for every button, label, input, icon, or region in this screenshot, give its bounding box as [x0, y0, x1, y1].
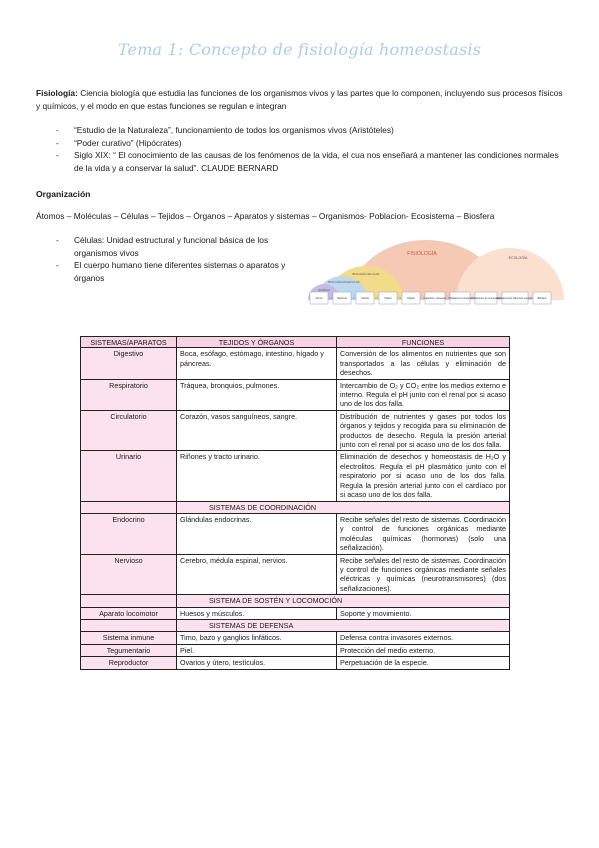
table-row	[81, 451, 510, 501]
table-row	[81, 379, 510, 410]
definition-term: Fisiología:	[36, 88, 78, 98]
section-spacer	[81, 501, 177, 513]
ecologia-label: ECOLOGÍA	[508, 256, 528, 260]
section-spacer	[81, 619, 177, 631]
definition-paragraph	[36, 87, 566, 112]
system-name: Tegumentario	[81, 644, 177, 656]
system-function: Distribución de nutrientes y gases por todos los órganos y tejidos y recogida para su eliminación de productos de desecho. Regula la presión arterial junto con el renal por si acaso uno de los dos falla.	[337, 410, 510, 451]
level-box-label: Poblaciones de una especie	[471, 297, 501, 300]
biocelular-label: BIOLOGÍA CELULAR	[352, 272, 380, 276]
system-organs: Boca, esófago, estómago, intestino, hígado y páncreas.	[177, 348, 337, 379]
biomolecular-label: BIOLOGÍA MOLECULAR	[328, 280, 360, 284]
organization-heading: Organización	[36, 189, 91, 199]
system-organs: Riñones y tracto urinario.	[177, 451, 337, 501]
system-name: Circulatorio	[81, 410, 177, 451]
header-functions: FUNCIONES	[337, 337, 510, 348]
section-row	[81, 595, 510, 607]
history-item: - “Estudio de la Naturaleza”, funcionamiento de todos los organismos vivos (Aristóteles)	[56, 124, 561, 137]
system-function: Protección del medio externo.	[337, 644, 510, 656]
system-function: Recibe señales del resto de sistemas. Coordinación y control de funciones orgánicas mediante moléculas químicas (hormonas) (solo una señalización).	[337, 513, 510, 554]
systems-table	[80, 336, 510, 670]
system-organs: Glándulas endocrinas.	[177, 513, 337, 554]
system-function: Soporte y movimiento.	[337, 607, 510, 619]
section-defense: SISTEMAS DE DEFENSA	[177, 619, 510, 631]
system-organs: Cerebro, médula espinal, nervios.	[177, 554, 337, 595]
history-item: - “Poder curativo” (Hipócrates)	[56, 137, 561, 150]
system-organs: Piel.	[177, 644, 337, 656]
table-row	[81, 607, 510, 619]
system-organs: Ovarios y útero, testículos.	[177, 657, 337, 669]
fisiologia-label: FISIOLOGÍA	[407, 251, 437, 257]
system-name: Aparato locomotor	[81, 607, 177, 619]
level-box-label: Células	[361, 297, 369, 300]
system-name: Reproductor	[81, 657, 177, 669]
history-item: - Siglo XIX: “ El conocimiento de las causas de los fenómenos de la vida, el cua nos enseñará a mantener las condiciones normales de la vida y a conservar la salud”. CLAUDE BERNARD	[56, 149, 561, 174]
section-spacer	[81, 595, 177, 607]
diagram-boxes	[310, 292, 551, 304]
system-name: Nervioso	[81, 554, 177, 595]
table-row	[81, 644, 510, 656]
table-row	[81, 513, 510, 554]
quimica-label: QUÍMICA	[318, 288, 330, 292]
organization-chain: Átomos – Moléculas – Células – Tejidos – Órganos – Aparatos y sistemas – Organismos- Poblacion- Ecosistema – Biosfera	[36, 211, 495, 221]
table-row	[81, 348, 510, 379]
system-function: Eliminación de desechos y homeostasis de H₂O y electrolitos. Regula el pH plasmático junto con el respiratorio por si acaso uno de los dos falla. Regula la presión arterial junto con el cardíaco por si acaso uno de los dos falla.	[337, 451, 510, 501]
table-row	[81, 657, 510, 669]
system-function: Perpetuación de la especie.	[337, 657, 510, 669]
level-box-label: Ecosistema de diferentes especies	[496, 297, 534, 300]
level-box-label: Molécula	[337, 297, 347, 300]
system-name: Urinario	[81, 451, 177, 501]
system-organs: Tráquea, bronquios, pulmones.	[177, 379, 337, 410]
header-systems: SISTEMAS/APARATOS	[81, 337, 177, 348]
section-coordination: SISTEMAS DE COORDINACIÓN	[177, 501, 510, 513]
level-box-label: Órgano	[407, 297, 415, 300]
system-function: Conversión de los alimentos en nutrientes que son transportados a las células y eliminación de desechos.	[337, 348, 510, 379]
history-list	[56, 124, 561, 174]
section-row	[81, 501, 510, 513]
level-box-label: Átomo	[315, 297, 323, 300]
system-organs: Timo, bazo y ganglios linfáticos.	[177, 632, 337, 644]
level-box-label: Biósfera	[537, 297, 547, 300]
system-organs: Corazón, vasos sanguíneos, sangre.	[177, 410, 337, 451]
system-organs: Huesos y músculos.	[177, 607, 337, 619]
organization-list	[56, 234, 291, 284]
system-name: Digestivo	[81, 348, 177, 379]
level-box-label: Tejidos	[384, 297, 392, 300]
system-function: Recibe señales del resto de sistemas. Coordinación y control de funciones orgánicas mediante señales eléctricas y químicas (neurotransmisores) (dos señalizaciones).	[337, 554, 510, 595]
table-row	[81, 554, 510, 595]
system-name: Sistema inmune	[81, 632, 177, 644]
table-row	[81, 632, 510, 644]
header-organs: TEJIDOS Y ÓRGANOS	[177, 337, 337, 348]
system-name: Respiratorio	[81, 379, 177, 410]
system-name: Endocrino	[81, 513, 177, 554]
system-function: Intercambio de O₂ y CO₂ entre los medios externo e interno. Regula el pH junto con el renal por si acaso uno de los dos falla.	[337, 379, 510, 410]
level-box-label: Organismo completo	[448, 297, 472, 300]
section-row	[81, 619, 510, 631]
system-function: Defensa contra invasores externos.	[337, 632, 510, 644]
organization-item: - Células: Unidad estructural y funcional básica de los organismos vivos	[56, 234, 291, 259]
section-support: SISTEMA DE SOSTÉN Y LOCOMOCIÓN	[177, 595, 510, 607]
definition-text: Ciencia biología que estudia las funciones de los organismos vivos y las partes que lo componen, incluyendo sus procesos físicos y químicos, y el modo en que estas funciones se regulan e integran	[36, 88, 563, 111]
organization-item: - El cuerpo humano tiene diferentes sistemas o aparatos y órganos	[56, 259, 291, 284]
organization-levels-diagram	[306, 228, 564, 310]
level-box-label: Aparatos y sistemas	[424, 297, 446, 300]
table-row	[81, 410, 510, 451]
page-title: Tema 1: Concepto de fisiología homeostasis	[117, 40, 482, 59]
